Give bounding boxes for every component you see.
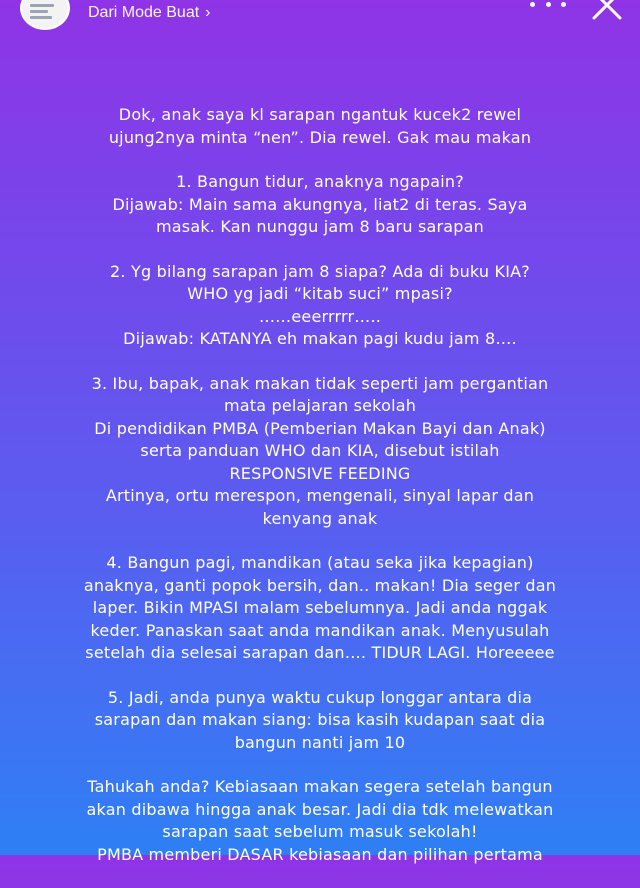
story-paragraph bbox=[20, 373, 620, 531]
story-line: Dok, anak saya kl sarapan ngantuk kucek2 rewel bbox=[118, 105, 522, 124]
avatar[interactable] bbox=[20, 0, 70, 30]
story-paragraph bbox=[20, 104, 620, 149]
story-line: 1. Bangun tidur, anaknya ngapain? bbox=[176, 172, 464, 191]
story-line: Artinya, ortu merespon, mengenali, sinyal lapar dan bbox=[105, 486, 535, 505]
more-dots-icon bbox=[530, 2, 535, 7]
story-line: Di pendidikan PMBA (Pemberian Makan Bayi dan Anak) bbox=[94, 418, 546, 438]
story-line: sarapan dan makan siang: bisa kasih kudapan saat dia bbox=[94, 710, 546, 729]
story-paragraph bbox=[20, 776, 620, 866]
story-line: 4. Bangun pagi, mandikan (atau seka jika kepagian) bbox=[106, 553, 534, 572]
story-line: keder. Panaskan saat anda mandikan anak. Menyusulah bbox=[90, 620, 550, 640]
more-dot bbox=[561, 2, 566, 7]
story-line: 3. Ibu, bapak, anak makan tidak seperti jam pergantian bbox=[91, 373, 549, 393]
story-line: kenyang anak bbox=[262, 508, 378, 528]
story-paragraph bbox=[20, 552, 620, 665]
story-line: ……eeerrrrr….. bbox=[258, 306, 382, 326]
story-line: Dijawab: KATANYA eh makan pagi kudu jam 8…. bbox=[123, 329, 517, 348]
story-paragraph bbox=[20, 261, 620, 351]
story-line: masak. Kan nunggu jam 8 baru sarapan bbox=[156, 217, 484, 236]
story-line: 5. Jadi, anda punya waktu cukup longgar antara dia bbox=[107, 687, 533, 707]
story-line: RESPONSIVE FEEDING bbox=[229, 463, 411, 483]
story-line: sarapan saat sebelum masuk sekolah! bbox=[162, 822, 478, 841]
chevron-right-icon: › bbox=[205, 4, 211, 21]
close-icon bbox=[590, 0, 624, 22]
close-button[interactable] bbox=[590, 0, 624, 22]
story-text bbox=[20, 104, 620, 888]
more-options-button[interactable] bbox=[530, 0, 566, 14]
story-paragraph bbox=[20, 687, 620, 755]
story-line: mata pelajaran sekolah bbox=[223, 396, 417, 415]
story-line: akan dibawa hingga anak besar. Jadi dia tdk melewatkan bbox=[86, 799, 554, 819]
story-line: Dijawab: Main sama akungnya, liat2 di teras. Saya bbox=[112, 194, 528, 214]
story-paragraph bbox=[20, 171, 620, 239]
story-line: 2. Yg bilang sarapan jam 8 siapa? Ada di buku KIA? bbox=[110, 261, 530, 281]
story-line: serta panduan WHO dan KIA, disebut istilah bbox=[140, 441, 500, 460]
story-line: WHO yg jadi “kitab suci” mpasi? bbox=[187, 284, 453, 303]
source-label: Dari Mode Buat bbox=[88, 4, 200, 21]
story-line: PMBA memberi DASAR kebiasaan dan pilihan pertama bbox=[97, 844, 543, 864]
story-line: Tahukah anda? Kebiasaan makan segera setelah bangun bbox=[87, 777, 553, 796]
story-line: anaknya, ganti popok bersih, dan.. makan! Dia seger dan bbox=[83, 575, 557, 595]
story-line: bangun nanti jam 10 bbox=[234, 732, 406, 752]
story-line: ujung2nya minta “nen”. Dia rewel. Gak mau makan bbox=[108, 127, 532, 147]
story-line: setelah dia selesai sarapan dan…. TIDUR LAGI. Horeeeee bbox=[85, 643, 555, 662]
story-line: laper. Bikin MPASI malam sebelumnya. Jadi anda nggak bbox=[92, 598, 548, 617]
more-dot bbox=[546, 2, 551, 7]
story-header bbox=[0, 0, 640, 40]
source-link[interactable] bbox=[88, 4, 211, 22]
